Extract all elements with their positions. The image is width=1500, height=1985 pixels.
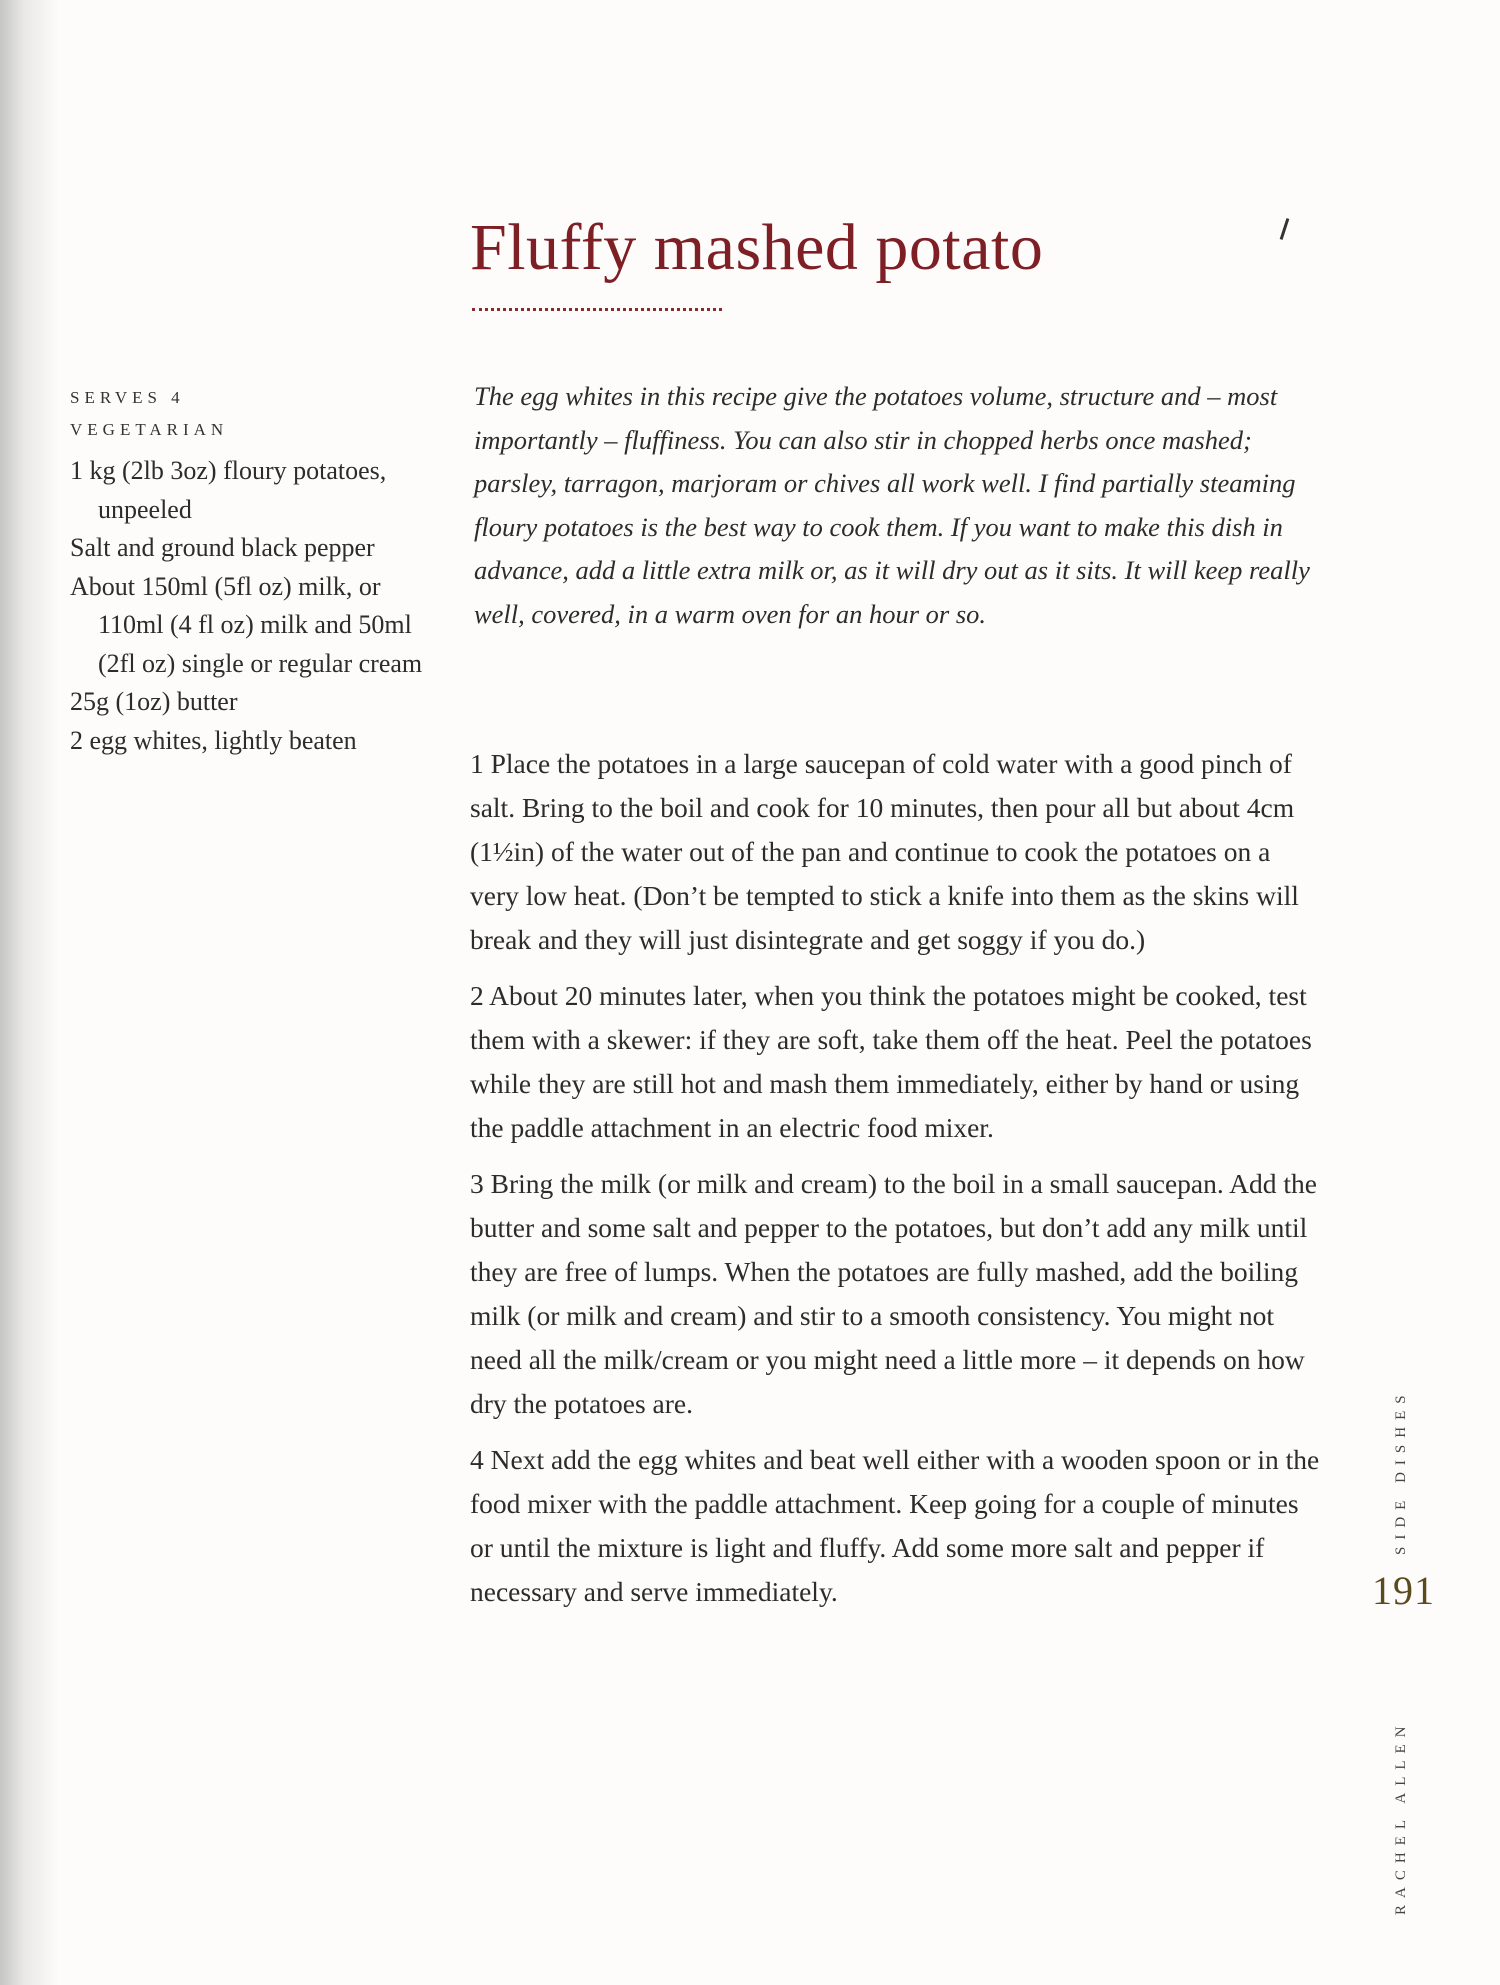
diet-label: VEGETARIAN bbox=[70, 420, 229, 439]
ingredient-item: 25g (1oz) butter bbox=[70, 687, 238, 716]
recipe-intro: The egg whites in this recipe give the potatoes volume, structure and – most importantly – fluffiness. You can also stir in chopped herbs once mashed; parsley, tarragon, marjoram or chives all work well. I find partially steaming floury potatoes is the best way to cook them. If you want to make this dish in advance, add a little extra milk or, as it will dry out as it sits. It will keep really well, covered, in a warm oven for an hour or so. bbox=[474, 381, 1310, 629]
ingredient-item: 2 egg whites, lightly beaten bbox=[70, 725, 357, 755]
ingredient-item: About 150ml (5fl oz) milk, or 110ml (4 fl oz) milk and 50ml (2fl oz) single or regular cream bbox=[70, 571, 423, 678]
stray-pen-mark bbox=[1280, 218, 1290, 240]
ingredient-list bbox=[70, 452, 440, 760]
ingredient-item: 1 kg (2lb 3oz) floury potatoes, unpeeled bbox=[70, 456, 387, 524]
recipe-title: Fluffy mashed potato bbox=[470, 211, 1044, 284]
title-dotted-rule bbox=[472, 308, 722, 311]
scan-spine-shadow bbox=[0, 0, 60, 1985]
author-name: RACHEL ALLEN bbox=[1393, 1719, 1409, 1915]
ingredient-item: Salt and ground black pepper bbox=[70, 533, 375, 562]
page-number: 191 bbox=[1372, 1568, 1435, 1613]
ingredients-sidebar bbox=[70, 382, 440, 760]
method-step-2: 2 About 20 minutes later, when you think the potatoes might be cooked, test them with a skewer: if they are soft, take them off the heat. Peel the potatoes while they are still hot and mash them immediately, either by hand or using the paddle attachment in an electric food mixer. bbox=[470, 980, 1312, 1143]
method-steps bbox=[470, 742, 1320, 1626]
method-step-1: 1 Place the potatoes in a large saucepan of cold water with a good pinch of salt. Bring to the boil and cook for 10 minutes, then pour all but about 4cm (1½in) of the water out of the pan and continue to cook the potatoes on a very low heat. (Don’t be tempted to stick a knife into them as the skins will break and they will just disintegrate and get soggy if you do.) bbox=[470, 748, 1299, 955]
running-footer bbox=[1393, 1355, 1433, 1915]
method-step-4: 4 Next add the egg whites and beat well either with a wooden spoon or in the food mixer with the paddle attachment. Keep going for a couple of minutes or until the mixture is light and fluffy. Add some more salt and pepper if necessary and serve immediately. bbox=[470, 1444, 1320, 1607]
section-name: SIDE DISHES bbox=[1393, 1388, 1409, 1555]
serves-label: SERVES 4 bbox=[70, 388, 185, 407]
method-step-3: 3 Bring the milk (or milk and cream) to the boil in a small saucepan. Add the butter and some salt and pepper to the potatoes, but don’t add any milk until they are free of lumps. When the potatoes are fully mashed, add the boiling milk (or milk and cream) and stir to a smooth consistency. You might not need all the milk/cream or you might need a little more – it depends on how dry the potatoes are. bbox=[470, 1168, 1317, 1419]
